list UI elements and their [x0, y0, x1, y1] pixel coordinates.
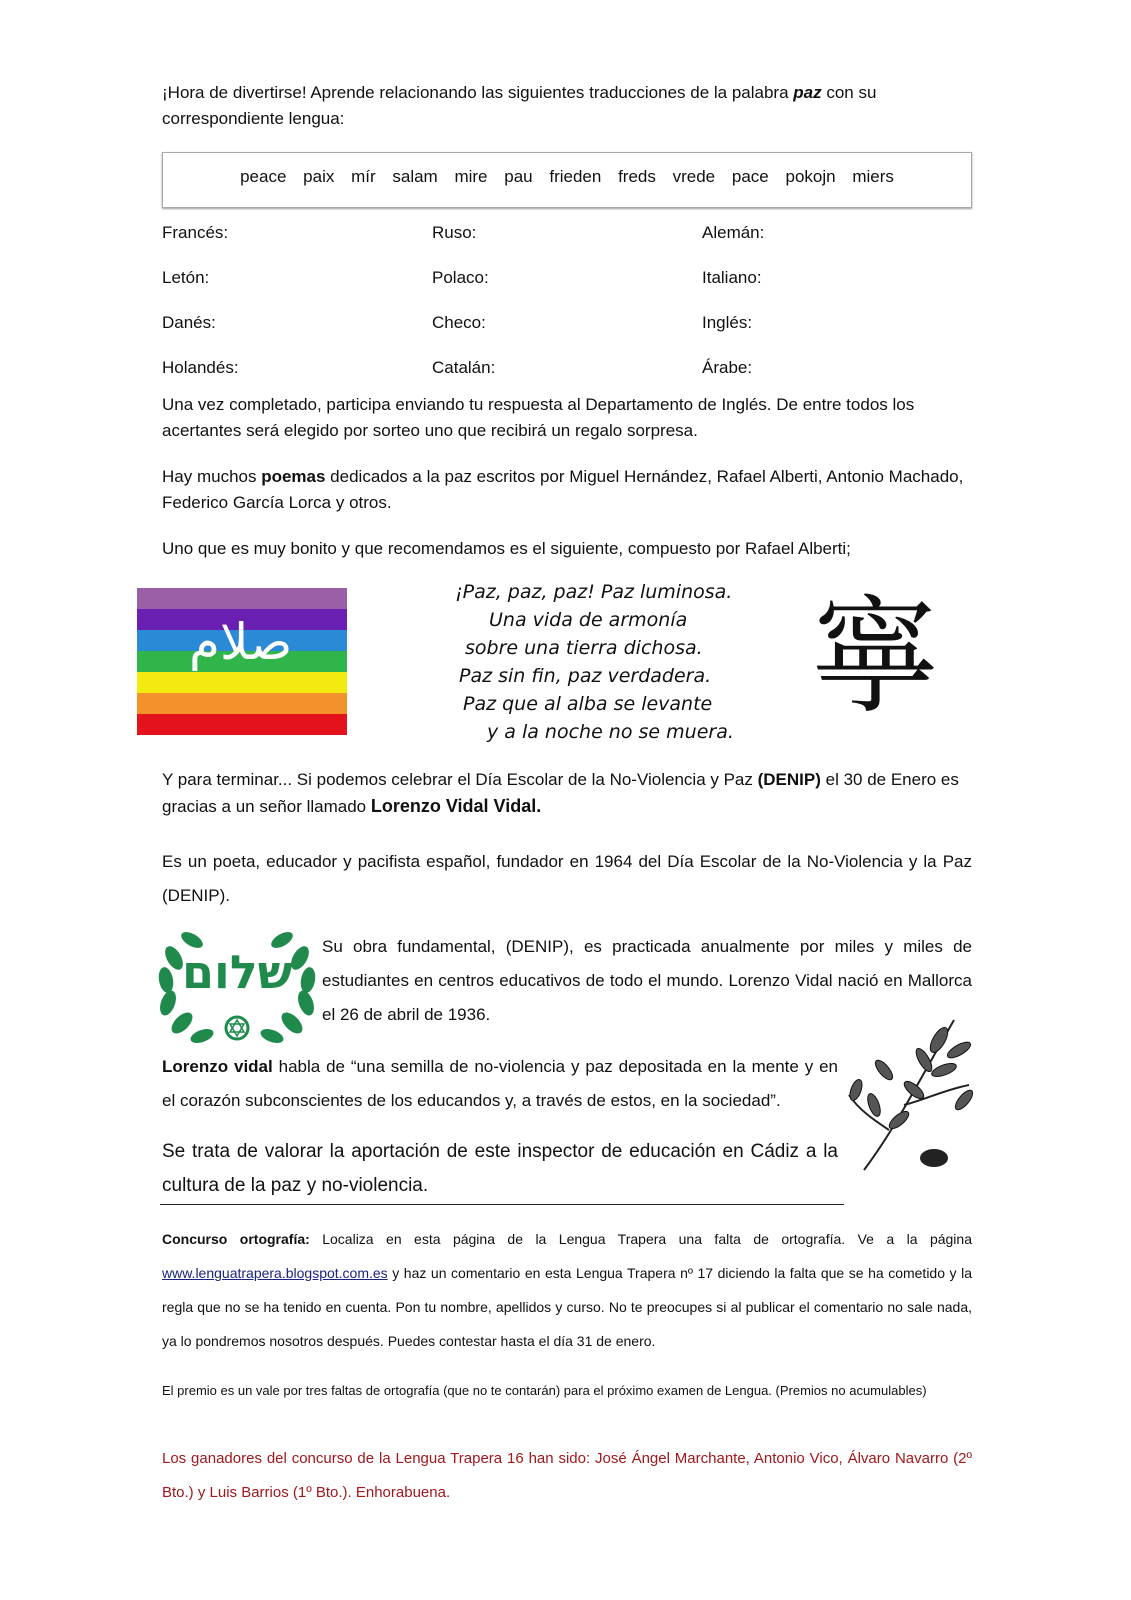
kanji-peace-symbol: 寧: [810, 583, 939, 732]
intro-text: ¡Hora de divertirse! Aprende relacionando las siguientes traducciones de la palabra: [162, 83, 794, 102]
language-label: Letón:: [162, 267, 210, 287]
denip-text: Y para terminar... Si podemos celebrar el Día Escolar de la No-Violencia y Paz: [162, 770, 758, 789]
language-label: Alemán:: [702, 222, 765, 242]
language-row: [162, 345, 972, 390]
word-item: miers: [852, 167, 894, 186]
word-item: mír: [351, 167, 376, 186]
poem-line: Paz sin fin, paz verdadera.: [459, 665, 712, 687]
poem-line: ¡Paz, paz, paz! Paz luminosa.: [455, 581, 733, 603]
quote-paragraph: [162, 1050, 838, 1118]
word-box: [162, 152, 972, 208]
language-label: Árabe:: [702, 357, 753, 377]
olive-branch-illustration: [844, 1010, 984, 1180]
rainbow-peace-flag: [137, 588, 347, 735]
language-label: Francés:: [162, 222, 229, 242]
flag-stripe: [137, 714, 347, 735]
contest-text-end: y haz un comentario en esta Lengua Trapera nº 17 diciendo la falta que se ha cometido y la regla que no se ha tenido en cuenta. Pon tu nombre, apellidos y curso. No te preocupes si al publicar el comentario no sale nada, ya lo pondremos nosotros después. Puedes contestar hasta el día 31 de enero.: [162, 1265, 972, 1349]
recommend-paragraph: Uno que es muy bonito y que recomendamos es el siguiente, compuesto por Rafael Alberti;: [162, 539, 851, 558]
language-label: Holandés:: [162, 357, 239, 377]
hebrew-shalom-text: שלום: [182, 945, 293, 999]
word-item: pau: [504, 167, 533, 186]
contest-text: Localiza en esta página de la Lengua Trapera una falta de ortografía. Ve a la página: [309, 1231, 972, 1247]
prize-paragraph: El premio es un vale por tres faltas de ortografía (que no te contarán) para el próximo examen de Lengua. (Premios no acumulables): [162, 1383, 927, 1398]
language-label: Checo:: [432, 312, 486, 332]
language-label: Danés:: [162, 312, 216, 332]
poet-paragraph: Es un poeta, educador y pacifista español, fundador en 1964 del Día Escolar de la No-Violencia y la Paz (DENIP).: [162, 852, 972, 905]
quote-bold-name: Lorenzo vidal: [162, 1057, 273, 1076]
denip-bold: (DENIP): [757, 770, 821, 789]
poem-line: Una vida de armonía: [489, 609, 688, 631]
language-label: Ruso:: [432, 222, 477, 242]
poem-line: Paz que al alba se levante: [463, 693, 713, 715]
word-item: frieden: [549, 167, 602, 186]
flag-stripe: [137, 588, 347, 609]
language-row: [162, 255, 972, 300]
language-label: Inglés:: [702, 312, 753, 332]
intro-text-end: con su correspondiente lengua:: [162, 83, 877, 128]
alberti-poem: [425, 578, 755, 746]
language-label: Catalán:: [432, 357, 496, 377]
word-item: peace: [240, 167, 287, 186]
word-item: mire: [454, 167, 488, 186]
participation-paragraph: Una vez completado, participa enviando tu respuesta al Departamento de Inglés. De entre todos los acertantes será elegido por sorteo uno que recibirá un regalo sorpresa.: [162, 395, 915, 440]
language-label: Italiano:: [702, 267, 762, 287]
divider-line: [160, 1204, 844, 1205]
word-item: vrede: [672, 167, 716, 186]
denip-paragraph: [162, 766, 972, 820]
denip-text-middle: el 30 de Enero es gracias a un señor llamado: [162, 770, 959, 816]
quote-text: habla de “una semilla de no-violencia y paz depositada en la mente y en el corazón subconscientes de los educandos y, a través de estos, en la sociedad”.: [162, 1057, 838, 1110]
word-item: salam: [392, 167, 438, 186]
word-item: pokojn: [785, 167, 836, 186]
poems-paragraph: [162, 464, 972, 516]
poems-text-end: dedicados a la paz escritos por Miguel Hernández, Rafael Alberti, Antonio Machado, Federico García Lorca y otros.: [162, 467, 964, 512]
language-row: [162, 300, 972, 345]
poem-line: sobre una tierra dichosa.: [465, 637, 703, 659]
work-paragraph: Su obra fundamental, (DENIP), es practicada anualmente por miles y miles de estudiantes en centros educativos de todo el mundo. Lorenzo Vidal nació en Mallorca el 26 de abril de 1936.: [322, 937, 972, 1024]
language-row: [162, 210, 972, 255]
poem-line: y a la noche no se muera.: [487, 721, 734, 743]
word-item: freds: [618, 167, 656, 186]
lorenzo-name-bold: Lorenzo Vidal Vidal.: [370, 796, 542, 816]
arabic-salam-text: صلام: [189, 613, 293, 671]
valorar-paragraph: Se trata de valorar la aportación de este inspector de educación en Cádiz a la cultura de la paz y no-violencia.: [162, 1141, 838, 1196]
word-item: pace: [731, 167, 769, 186]
intro-keyword: paz: [793, 83, 822, 102]
poems-bold: poemas: [261, 467, 326, 486]
language-label: Polaco:: [432, 267, 489, 287]
word-list: [163, 167, 971, 187]
contest-paragraph: [162, 1222, 972, 1358]
language-grid: [162, 210, 972, 390]
blog-link[interactable]: www.lenguatrapera.blogspot.com.es: [162, 1265, 388, 1281]
shalom-laurel-emblem: [152, 928, 322, 1046]
flag-stripe: [137, 672, 347, 693]
flag-stripe: [137, 693, 347, 714]
winners-paragraph: Los ganadores del concurso de la Lengua Trapera 16 han sido: José Ángel Marchante, Antonio Vico, Álvaro Navarro (2º Bto.) y Luis Barrios (1º Bto.). Enhorabuena.: [162, 1450, 972, 1501]
olive-branch-icon: [844, 1010, 984, 1180]
poems-text: Hay muchos: [162, 467, 262, 486]
word-item: paix: [303, 167, 335, 186]
contest-label: Concurso ortografía:: [162, 1231, 310, 1247]
intro-paragraph: [162, 80, 972, 132]
